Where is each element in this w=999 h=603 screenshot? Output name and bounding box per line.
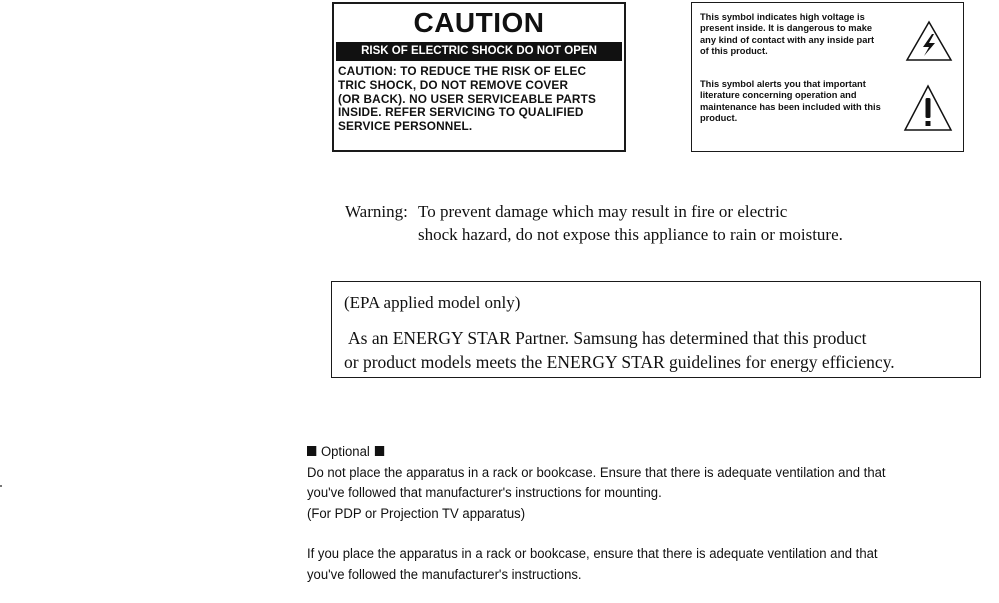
attention-line: literature concerning operation and <box>700 90 857 101</box>
high-voltage-description <box>700 12 908 58</box>
optional-section <box>307 441 951 584</box>
exclamation-triangle-icon <box>902 83 954 133</box>
attention-description <box>700 79 908 125</box>
optional-line: you've followed the manufacturer's instructions. <box>307 565 582 582</box>
attention-line: product. <box>700 113 738 124</box>
caution-line: CAUTION: TO REDUCE THE RISK OF ELEC <box>338 64 587 78</box>
optional-heading <box>307 441 951 462</box>
high-voltage-line: present inside. It is dangerous to make <box>700 23 873 34</box>
energy-star-line: or product models meets the ENERGY STAR guidelines for energy efficiency. <box>344 352 895 372</box>
energy-star-text <box>344 326 895 374</box>
attention-line: maintenance has been included with this <box>700 101 881 112</box>
caution-line: INSIDE. REFER SERVICING TO QUALIFIED <box>338 105 584 120</box>
square-bullet-icon <box>374 446 383 456</box>
caution-line: SERVICE PERSONNEL. <box>338 119 473 134</box>
optional-line: If you place the apparatus in a rack or bookcase, ensure that there is adequate ventilation and that <box>307 545 878 561</box>
warning-label: Warning: <box>345 202 408 221</box>
square-bullet-icon <box>307 446 316 456</box>
optional-heading-text: Optional <box>320 443 370 459</box>
warning-line: shock hazard, do not expose this appliance to rain or moisture. <box>418 225 843 244</box>
caution-line: TRIC SHOCK, DO NOT REMOVE COVER <box>338 77 569 92</box>
high-voltage-line: This symbol indicates high voltage is <box>700 12 865 22</box>
energy-star-notice <box>331 281 981 378</box>
caution-line: (OR BACK). NO USER SERVICEABLE PARTS <box>338 91 596 106</box>
high-voltage-line: of this product. <box>700 46 768 57</box>
scan-speck <box>0 485 2 487</box>
caution-text <box>334 61 624 134</box>
energy-star-line: As an ENERGY STAR Partner. Samsung has determined that this product <box>348 328 867 348</box>
attention-line: This symbol alerts you that important <box>700 79 866 89</box>
caution-banner: RISK OF ELECTRIC SHOCK DO NOT OPEN <box>336 42 622 61</box>
warning-line: To prevent damage which may result in fire or electric <box>418 202 788 221</box>
symbols-explanation-box <box>691 2 964 152</box>
warning-notice <box>345 200 843 246</box>
caution-title: CAUTION <box>413 7 545 38</box>
caution-label <box>332 2 626 152</box>
lightning-bolt-triangle-icon <box>904 19 954 63</box>
high-voltage-line: any kind of contact with any inside part <box>700 34 875 45</box>
optional-line: (For PDP or Projection TV apparatus) <box>307 504 526 521</box>
optional-line: Do not place the apparatus in a rack or bookcase. Ensure that there is adequate ventilation and that <box>307 463 886 480</box>
energy-star-note: (EPA applied model only) <box>344 293 521 312</box>
optional-line: you've followed that manufacturer's instructions for mounting. <box>307 484 662 500</box>
